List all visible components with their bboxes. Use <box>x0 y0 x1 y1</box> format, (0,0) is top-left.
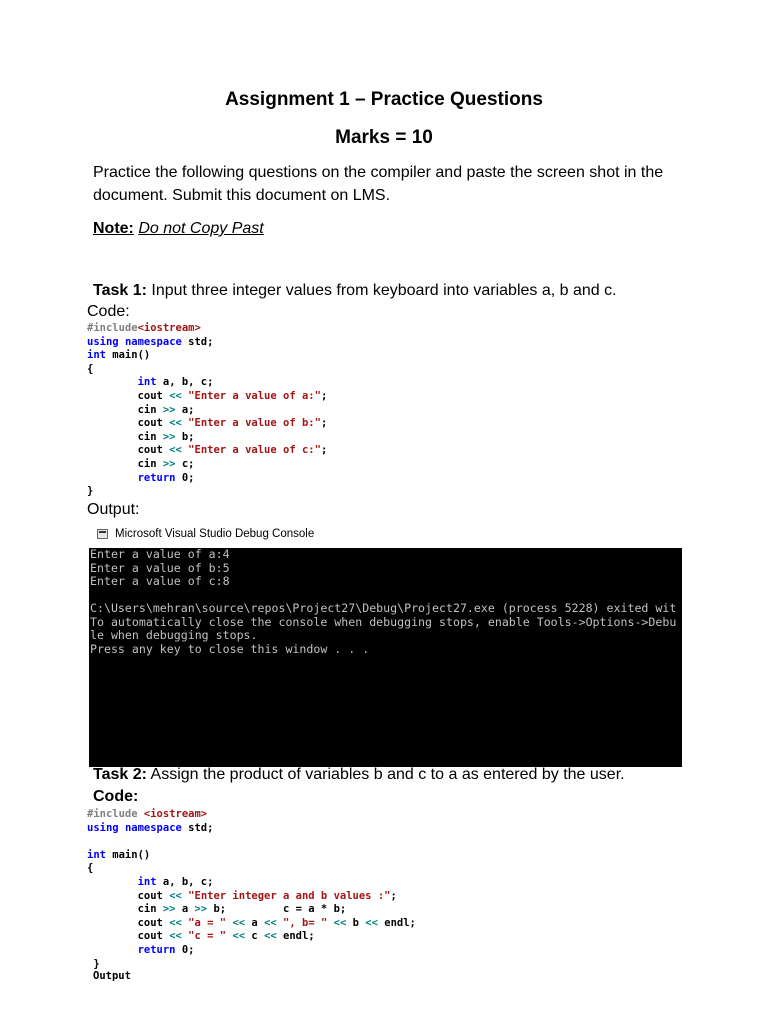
task1-heading <box>93 282 617 300</box>
console-titlebar <box>87 522 682 547</box>
console-output <box>89 548 682 767</box>
task2-code-label: Code: <box>93 788 139 805</box>
console-line: Enter a value of c:8 <box>90 574 230 588</box>
console-line: To automatically close the console when debugging stops, enable Tools->Options->Debu <box>90 614 677 629</box>
document-title: Assignment 1 – Practice Questions <box>225 89 543 110</box>
task1-code-label: Code: <box>87 303 130 320</box>
note-text: Do not Copy Past <box>138 220 264 237</box>
intro-paragraph: Practice the following questions on the compiler and paste the screen shot in the document. Submit this document on LMS. <box>93 164 664 204</box>
task2-output-label: Output <box>93 970 131 982</box>
task2-code-block: #include <iostream> using namespace std; int main() { int a, b, c; cout << "Enter integer a and b values :"; cin >> a >> b; c = a * b; cout << "a = " << a << ", b= " << b << endl; cout << "c = " << c << endl; return 0; } <box>87 808 416 970</box>
console-screenshot <box>87 522 682 767</box>
console-title: Microsoft Visual Studio Debug Console <box>115 528 315 540</box>
console-line: Enter a value of b:5 <box>90 560 230 575</box>
console-line: le when debugging stops. <box>90 628 258 642</box>
console-line: C:\Users\mehran\source\repos\Project27\Debug\Project27.exe (process 5228) exited wit <box>90 601 677 615</box>
task2-label: Task 2: <box>93 766 147 783</box>
task1-label: Task 1: <box>93 282 147 299</box>
task2-heading <box>93 766 625 784</box>
console-line: Enter a value of a:4 <box>90 548 230 561</box>
task1-text: Input three integer values from keyboard into variables a, b and c. <box>146 282 617 299</box>
note-label: Note: <box>93 220 134 237</box>
marks-heading: Marks = 10 <box>335 127 433 148</box>
console-app-icon <box>97 529 108 539</box>
console-line: Press any key to close this window . . . <box>90 641 370 656</box>
task2-text: Assign the product of variables b and c to a as entered by the user. <box>146 766 625 783</box>
task1-code-block: #include<iostream> using namespace std; int main() { int a, b, c; cout << "Enter a value of a:"; cin >> a; cout << "Enter a value of b:"; cin >> b; cout << "Enter a value of c:"; cin >> c; return 0; } <box>87 322 328 498</box>
console-text <box>89 548 682 656</box>
note-line <box>93 217 693 240</box>
task1-output-label: Output: <box>87 501 140 518</box>
